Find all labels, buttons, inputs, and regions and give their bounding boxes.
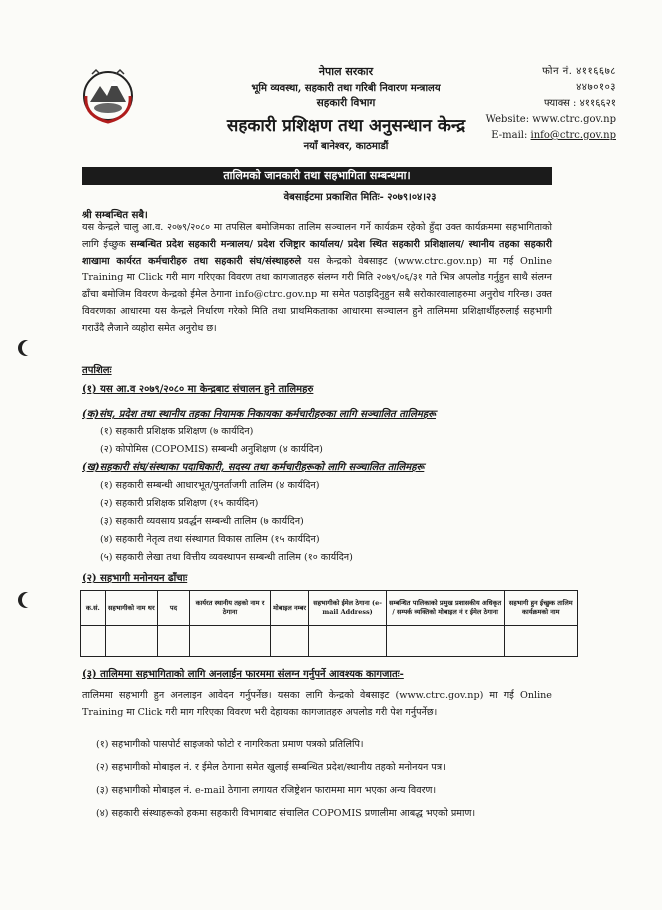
section1-sub-a: (क)संघ, प्रदेश तथा स्थानीय तहका नियामक निकायका कर्मचारीहरुका लागि सञ्चालित तालिमहरू: [82, 409, 436, 420]
section1-title: (१) यस आ.व २०७९/२०८० मा केन्द्रबाट संचालन हुने तालिमहरु: [82, 384, 314, 395]
table-header-row: [81, 591, 578, 626]
list-item: (१) सहकारी प्रशिक्षक प्रशिक्षण (७ कार्यदिन): [100, 426, 254, 437]
fax: फ्याक्स : ४११६६२१: [543, 98, 616, 109]
center-address: नयाँ बानेश्वर, काठमाडौं: [303, 141, 389, 152]
gov-title: नेपाल सरकार: [318, 65, 374, 78]
list-item: (१) सहकारी सम्बन्धी आधारभूत/पुनर्ताजगी तालिम (४ कार्यदिन): [100, 480, 320, 491]
intro-text-1: यस केन्द्रले चालु आ.व. २०७९/२०८० मा तपसिल बमोजिमका तालिम सञ्चालन गर्ने कार्यक्रम रहेको हुँदा उक्त कार्यक्रममा सहभागिताको लागि ईच्छुक: [82, 222, 552, 250]
intro-paragraph: [82, 220, 552, 338]
nomination-form-table: [80, 590, 578, 657]
ministry-title: भूमि व्यवस्था, सहकारी तथा गरिबी निवारण मन्त्रालय: [251, 83, 441, 94]
list-item: (५) सहकारी लेखा तथा वित्तीय व्यवस्थापन सम्बन्धी तालिम (१० कार्यदिन): [100, 552, 353, 563]
table-cell: [81, 626, 106, 657]
list-item: (३) सहकारी व्यवसाय प्रवर्द्धन सम्बन्धी तालिम (७ कार्यदिन): [100, 516, 304, 527]
publish-date: वेबसाईटमा प्रकाशित मितिः- २०७९।०४।२३: [283, 192, 437, 203]
list-item: (२) सहभागीको मोबाइल नं. र ईमेल ठेगाना समेत खुलाई सम्बन्धित प्रदेश/स्थानीय तहको मनोनयन पत्र।: [96, 762, 446, 773]
list-item: (२) सहकारी प्रशिक्षक प्रशिक्षण (१५ कार्यदिन): [100, 498, 259, 509]
section3-intro: तालिममा सहभागी हुन अनलाइन आवेदन गर्नुपर्नेछ। यसका लागि केन्द्रको वेबसाइट (www.ctrc.gov.np) मा गई Online Training मा Click गरी माग गरिएका विवरण भरी देहायका कागजातहरु अपलोड गरी पेश गर्नुपर्नेछ।: [82, 690, 552, 718]
phone: फोन नं. ४११६६७८: [542, 66, 616, 77]
table-header-cell: पद: [157, 591, 189, 626]
table-cell: [190, 626, 271, 657]
email-line: [426, 128, 616, 144]
table-cell: [105, 626, 157, 657]
punch-hole-mark: [22, 340, 38, 356]
table-header-cell: कार्यरत स्थानीय तहको नाम र ठेगाना: [190, 591, 271, 626]
section2-title: (२) सहभागी मनोनयन ढाँचाः: [82, 573, 188, 584]
email-link[interactable]: info@ctrc.gov.np: [530, 130, 616, 141]
intro-bold: सम्बन्धित प्रदेश सहकारी मन्त्रालय/ प्रदेश रजिष्ट्रार कार्यालय/ प्रदेश स्थित सहकारी प्रशिक्षालय/ स्थानीय तहका सहकारी शाखामा कार्यरत कर्मचारीहरु तथा सहकारी संघ/संस्थाहरुले: [82, 238, 552, 267]
table-header-cell: सहभागीको ईमेल ठेगाना (e-mail Address): [309, 591, 386, 626]
list-item: (२) कोपोमिस (COPOMIS) सम्बन्धी अनुशिक्षण (४ कार्यदिन): [100, 444, 323, 455]
section1-sub-b: (ख)सहकारी संघ/संस्थाका पदाधिकारी, सदस्य तथा कर्मचारीहरूको लागि सञ्चालित तालिमहरू: [82, 462, 425, 473]
email-label: E-mail:: [491, 130, 531, 141]
website[interactable]: Website: www.ctrc.gov.np: [485, 114, 616, 125]
punch-hole-mark: [22, 592, 38, 608]
table-header-cell: सम्बन्धित पालिकाको प्रमुख प्रशासकीय अधिकृत / सम्पर्क व्यक्तिको मोबाइल नं र ईमेल ठेगाना: [386, 591, 504, 626]
phone-2: ४४७०१०३: [576, 82, 616, 93]
intro-text-2: यस केन्द्रको वेबसाइट (www.ctrc.gov.np) मा गई Online Training मा Click गरी माग गरिएका विवरण तथा कागजातहरु संलग्न गरी मिति २०७९/०६/३१ गते भित्र अपलोड गर्नुहुन साथै संलग्न ढाँचा बमोजिम विवरण केन्द्रको ईमेल ठेगाना info@ctrc.gov.np मा समेत पठाइदिनुहुन सबै सरोकारवालाहरुमा अनुरोध गरिन्छ। उक्त विवरणका आधारमा यस केन्द्रले निर्धारण गरेको मिति तथा प्राथमिकताका आधारमा सञ्चालन हुने तालिममा प्रशिक्षार्थीहरुलाई सहभागी गराउँदै लैजाने व्यहोरा समेत अनुरोध छ।: [82, 255, 552, 334]
tapsil-heading: तपशिलः: [82, 365, 112, 376]
table-header-cell: सहभागी हुन ईच्छुक तालिम कार्यक्रमको नाम: [504, 591, 577, 626]
center-title: सहकारी प्रशिक्षण तथा अनुसन्धान केन्द्र: [226, 116, 466, 136]
list-item: (१) सहभागीको पासपोर्ट साइजको फोटो र नागरिकता प्रमाण पत्रको प्रतिलिपि।: [96, 739, 364, 750]
table-header-cell: मोबाइल नम्बर: [270, 591, 308, 626]
list-item: (४) सहकारी नेतृत्व तथा संस्थागत विकास तालिम (१५ कार्यदिन): [100, 534, 320, 545]
table-header-cell: सहभागीको नाम थर: [105, 591, 157, 626]
table-row: [81, 626, 578, 657]
department-title: सहकारी विभाग: [316, 97, 376, 109]
table-header-cell: क.सं.: [81, 591, 106, 626]
section3-title: (३) तालिममा सहभागिताको लागि अनलाईन फारममा संलग्न गर्नुपर्ने आवश्यक कागजातः-: [82, 669, 404, 680]
table-cell: [270, 626, 308, 657]
contact-block: [426, 64, 616, 144]
table-cell: [157, 626, 189, 657]
subject-banner: तालिमको जानकारी तथा सहभागिता सम्बन्धमा।: [82, 167, 552, 185]
list-item: (३) सहभागीको मोबाइल नं. e-mail ठेगाना लगायत रजिष्ट्रेशन फाराममा माग भएका अन्य विवरण।: [96, 785, 437, 796]
list-item: (४) सहकारी संस्थाहरूको हकमा सहकारी विभागबाट संचालित COPOMIS प्रणालीमा आबद्ध भएको प्रमाण।: [96, 808, 476, 819]
table-cell: [504, 626, 577, 657]
government-emblem-icon: [80, 66, 136, 126]
table-cell: [386, 626, 504, 657]
table-cell: [309, 626, 386, 657]
salutation: श्री सम्बन्धित सबै।: [82, 210, 148, 221]
